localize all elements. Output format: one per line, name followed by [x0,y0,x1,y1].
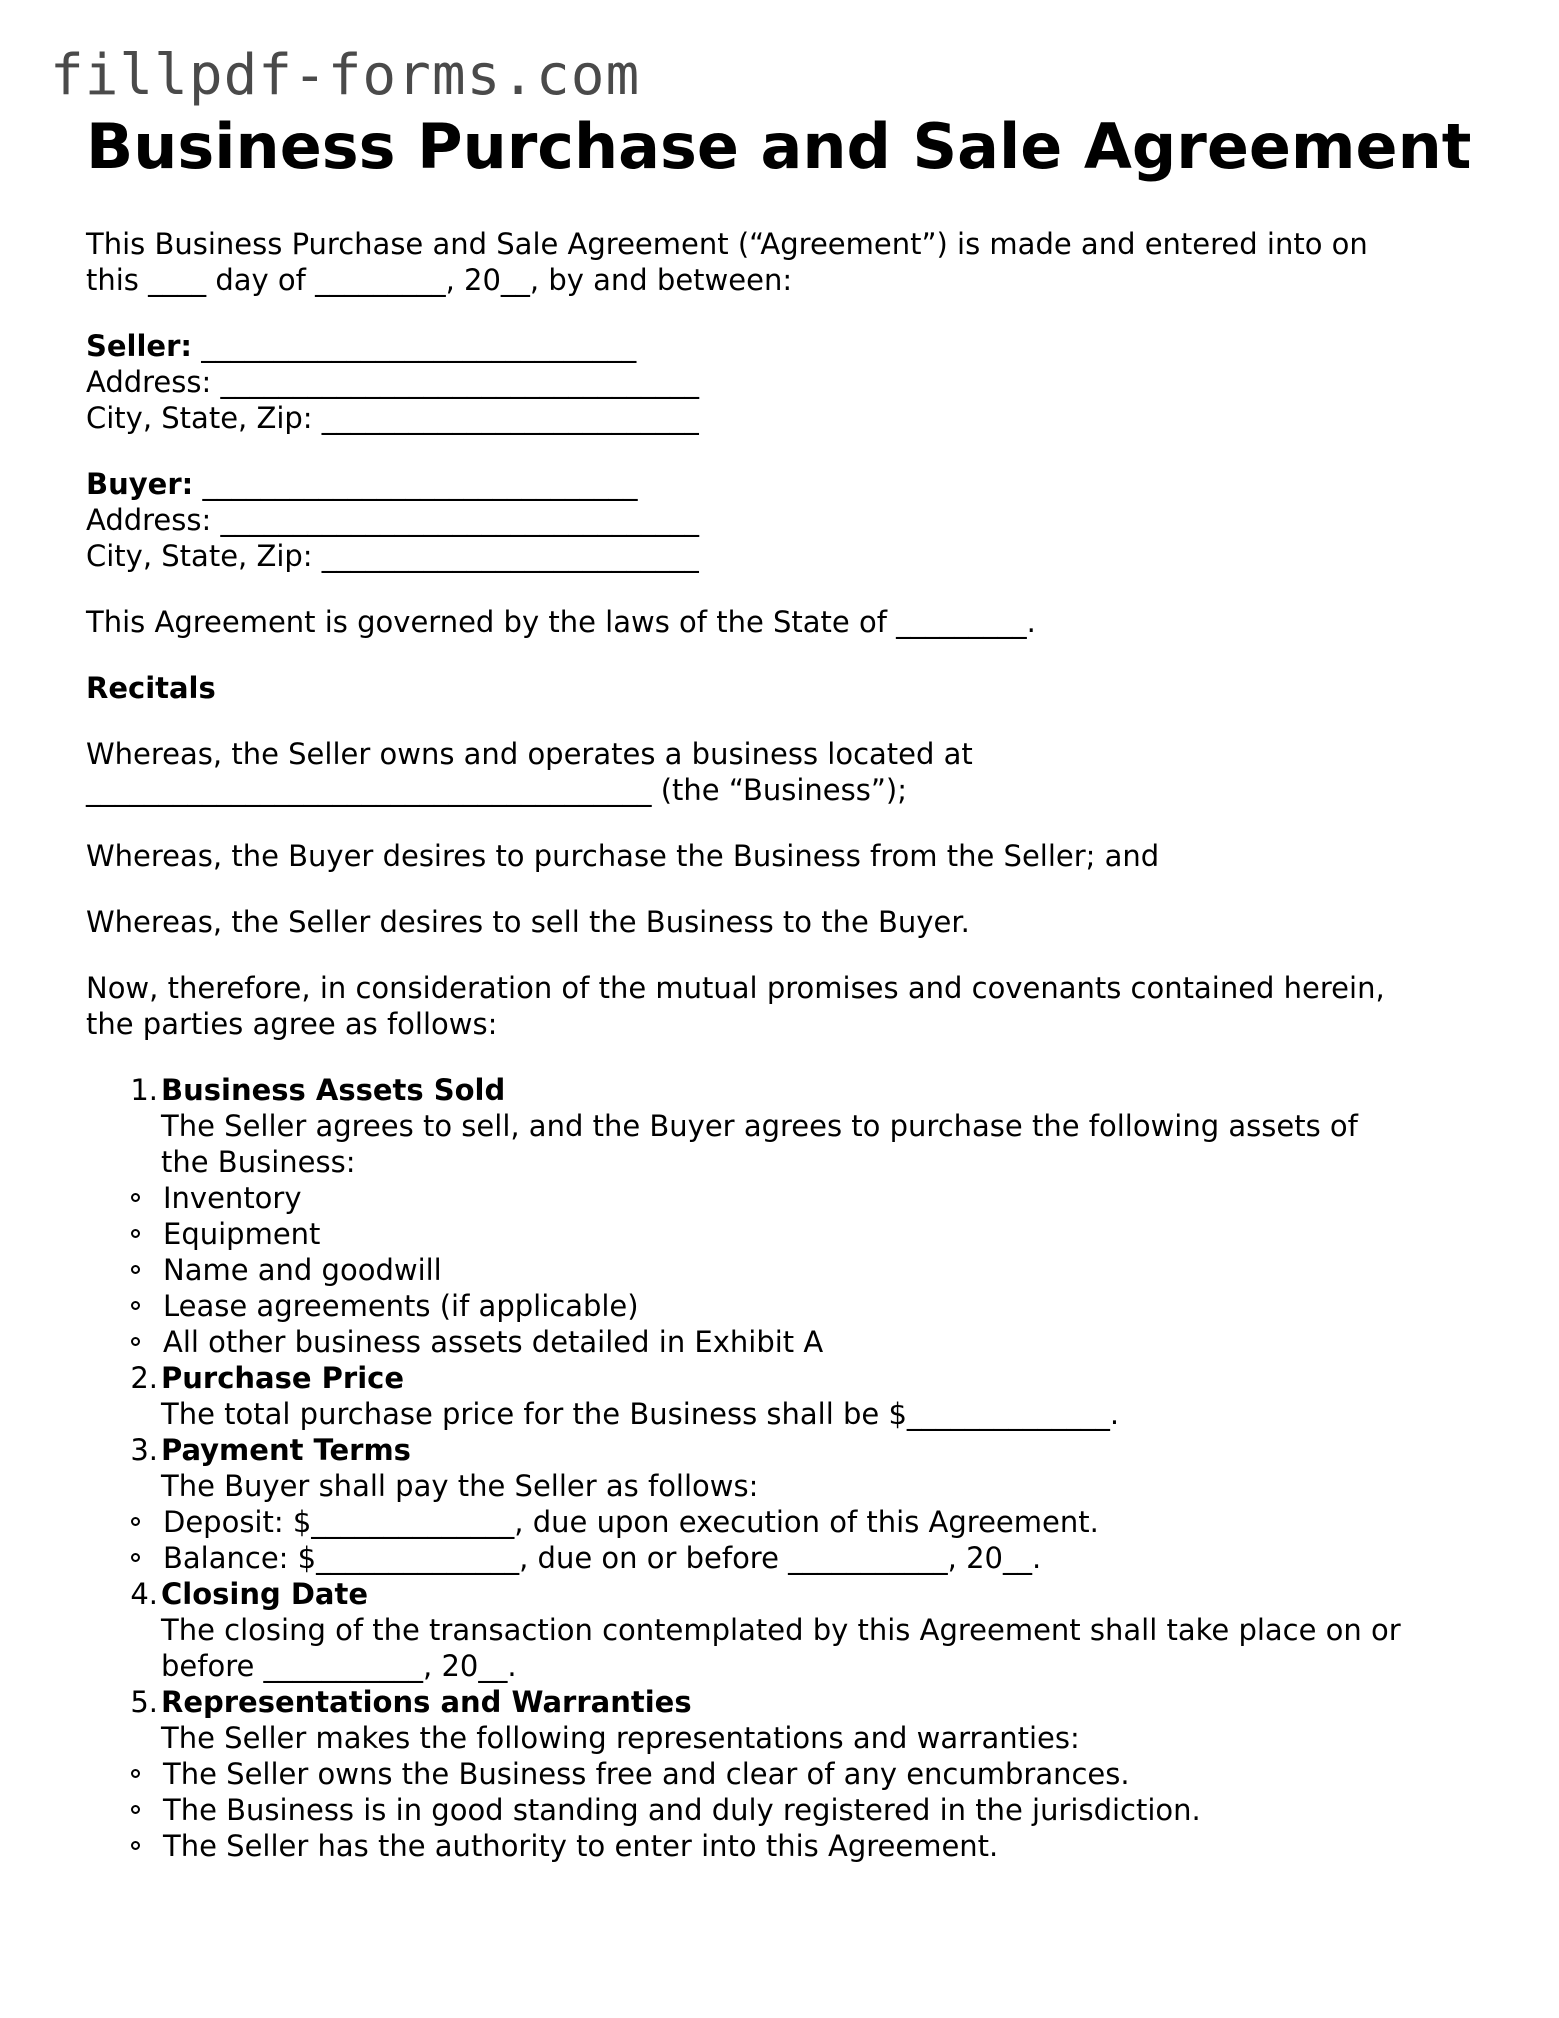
buyer-label: Buyer: [86,467,194,502]
bullet-list [86,1180,1486,1360]
agreement-sections [86,1072,1486,1864]
intro-line-1: This Business Purchase and Sale Agreement (“Agreement”) is made and entered into on [86,227,1368,262]
list-item: Lease agreements (if applicable) [86,1288,1486,1324]
buyer-block [86,466,1486,574]
whereas-1-line-2: _______________________________________ (the “Business”); [86,773,907,808]
section-number: 2. [130,1361,158,1396]
section-item [86,1576,1486,1684]
section-body: The total purchase price for the Business shall be $______________. [161,1397,1120,1432]
bullet-icon [131,1841,140,1850]
whereas-2: Whereas, the Buyer desires to purchase the Business from the Seller; and [86,839,1160,874]
section-heading: Payment Terms [161,1433,411,1468]
section-body: The Seller makes the following representations and warranties: [161,1721,1080,1756]
bullet-list [86,1756,1486,1864]
section-body: the Business: [161,1145,356,1180]
intro-paragraph [86,226,1486,298]
watermark-text: fillpdf-forms.com [50,43,641,108]
list-item: All other business assets detailed in Exhibit A [86,1324,1486,1360]
now-therefore-line-2: the parties agree as follows: [86,1007,498,1042]
section-body: The Buyer shall pay the Seller as follows: [161,1469,759,1504]
section-body: before ___________, 20__. [161,1649,517,1684]
section-item [86,1072,1486,1360]
section-body: The closing of the transaction contemplated by this Agreement shall take place on or [161,1613,1401,1648]
bullet-icon [131,1337,140,1346]
seller-block [86,328,1486,436]
now-therefore-line-1: Now, therefore, in consideration of the mutual promises and covenants contained herein, [86,971,1385,1006]
buyer-address-field[interactable]: Address: _________________________________ [86,503,699,538]
bullet-icon [131,1193,140,1202]
list-item: Inventory [86,1180,1486,1216]
section-number: 3. [130,1433,158,1468]
list-item: The Seller has the authority to enter into this Agreement. [86,1828,1486,1864]
document-body [86,110,1486,1864]
section-heading: Business Assets Sold [161,1073,506,1108]
seller-address-field[interactable]: Address: _________________________________ [86,365,699,400]
recitals-heading: Recitals [86,671,216,706]
list-item: The Seller owns the Business free and clear of any encumbrances. [86,1756,1486,1792]
buyer-name-line [86,466,1486,502]
section-heading: Purchase Price [161,1361,404,1396]
list-item: Balance: $______________, due on or before ___________, 20__. [86,1540,1486,1576]
section-item [86,1684,1486,1864]
list-item: Name and goodwill [86,1252,1486,1288]
section-heading: Representations and Warranties [161,1685,692,1720]
list-item: Deposit: $______________, due upon execution of this Agreement. [86,1504,1486,1540]
bullet-icon [131,1553,140,1562]
buyer-city-field[interactable]: City, State, Zip: __________________________ [86,539,699,574]
intro-line-2: this ____ day of _________, 20__, by and between: [86,263,793,298]
bullet-icon [131,1229,140,1238]
document-title: Business Purchase and Sale Agreement [86,110,1472,183]
seller-label: Seller: [86,329,193,364]
whereas-1 [86,736,1486,808]
bullet-icon [131,1517,140,1526]
section-item [86,1432,1486,1576]
seller-name-line [86,328,1486,364]
section-body: The Seller agrees to sell, and the Buyer agrees to purchase the following assets of [161,1109,1358,1144]
list-item: Equipment [86,1216,1486,1252]
governing-law: This Agreement is governed by the laws of the State of _________. [86,605,1036,640]
section-heading: Closing Date [161,1577,369,1612]
bullet-icon [131,1805,140,1814]
bullet-list [86,1504,1486,1576]
bullet-icon [131,1769,140,1778]
section-number: 5. [130,1685,158,1720]
section-number: 4. [130,1577,158,1612]
bullet-icon [131,1265,140,1274]
section-number: 1. [130,1073,158,1108]
bullet-icon [131,1301,140,1310]
whereas-1-line-1: Whereas, the Seller owns and operates a business located at [86,737,973,772]
list-item: The Business is in good standing and duly registered in the jurisdiction. [86,1792,1486,1828]
seller-city-field[interactable]: City, State, Zip: __________________________ [86,401,699,436]
section-item [86,1360,1486,1432]
seller-name-field[interactable]: ______________________________ [192,329,637,364]
buyer-name-field[interactable]: ______________________________ [193,467,638,502]
whereas-3: Whereas, the Seller desires to sell the Business to the Buyer. [86,905,970,940]
now-therefore [86,970,1486,1042]
